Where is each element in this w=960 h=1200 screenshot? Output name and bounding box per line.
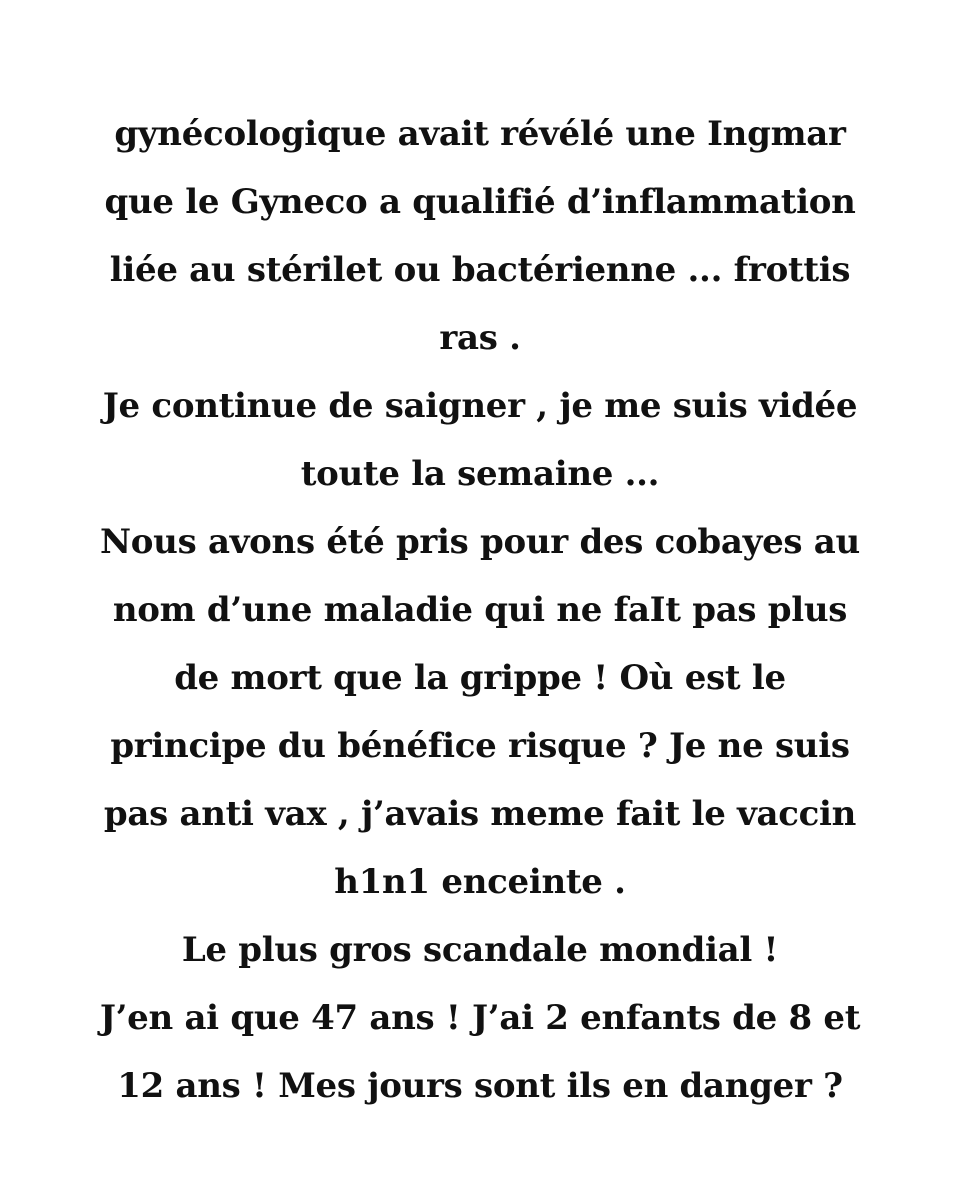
text-line-6: toute la semaine ...	[300, 454, 660, 494]
text-line-10: principe du bénéfice risque ? Je ne suis	[110, 726, 850, 766]
text-line-15: 12 ans ! Mes jours sont ils en danger ?	[117, 1066, 843, 1106]
body-text	[40, 100, 920, 1120]
text-line-9: de mort que la grippe ! Où est le	[174, 658, 786, 698]
text-line-12: h1n1 enceinte .	[334, 862, 626, 902]
text-line-3: liée au stérilet ou bactérienne ... frottis	[109, 250, 851, 290]
text-line-2: que le Gyneco a qualifié d’inflammation	[104, 182, 856, 222]
text-line-4: ras .	[439, 318, 521, 358]
text-line-1: gynécologique avait révélé une Ingmar	[114, 114, 846, 154]
text-line-5: Je continue de saigner , je me suis vidée	[102, 386, 858, 426]
text-line-8: nom d’une maladie qui ne faIt pas plus	[112, 590, 848, 630]
text-line-7: Nous avons été pris pour des cobayes au	[100, 522, 860, 562]
text-line-13: Le plus gros scandale mondial !	[181, 930, 779, 970]
text-line-14: J’en ai que 47 ans ! J’ai 2 enfants de 8 et	[99, 998, 861, 1038]
text-line-11: pas anti vax , j’avais meme fait le vaccin	[103, 794, 857, 834]
